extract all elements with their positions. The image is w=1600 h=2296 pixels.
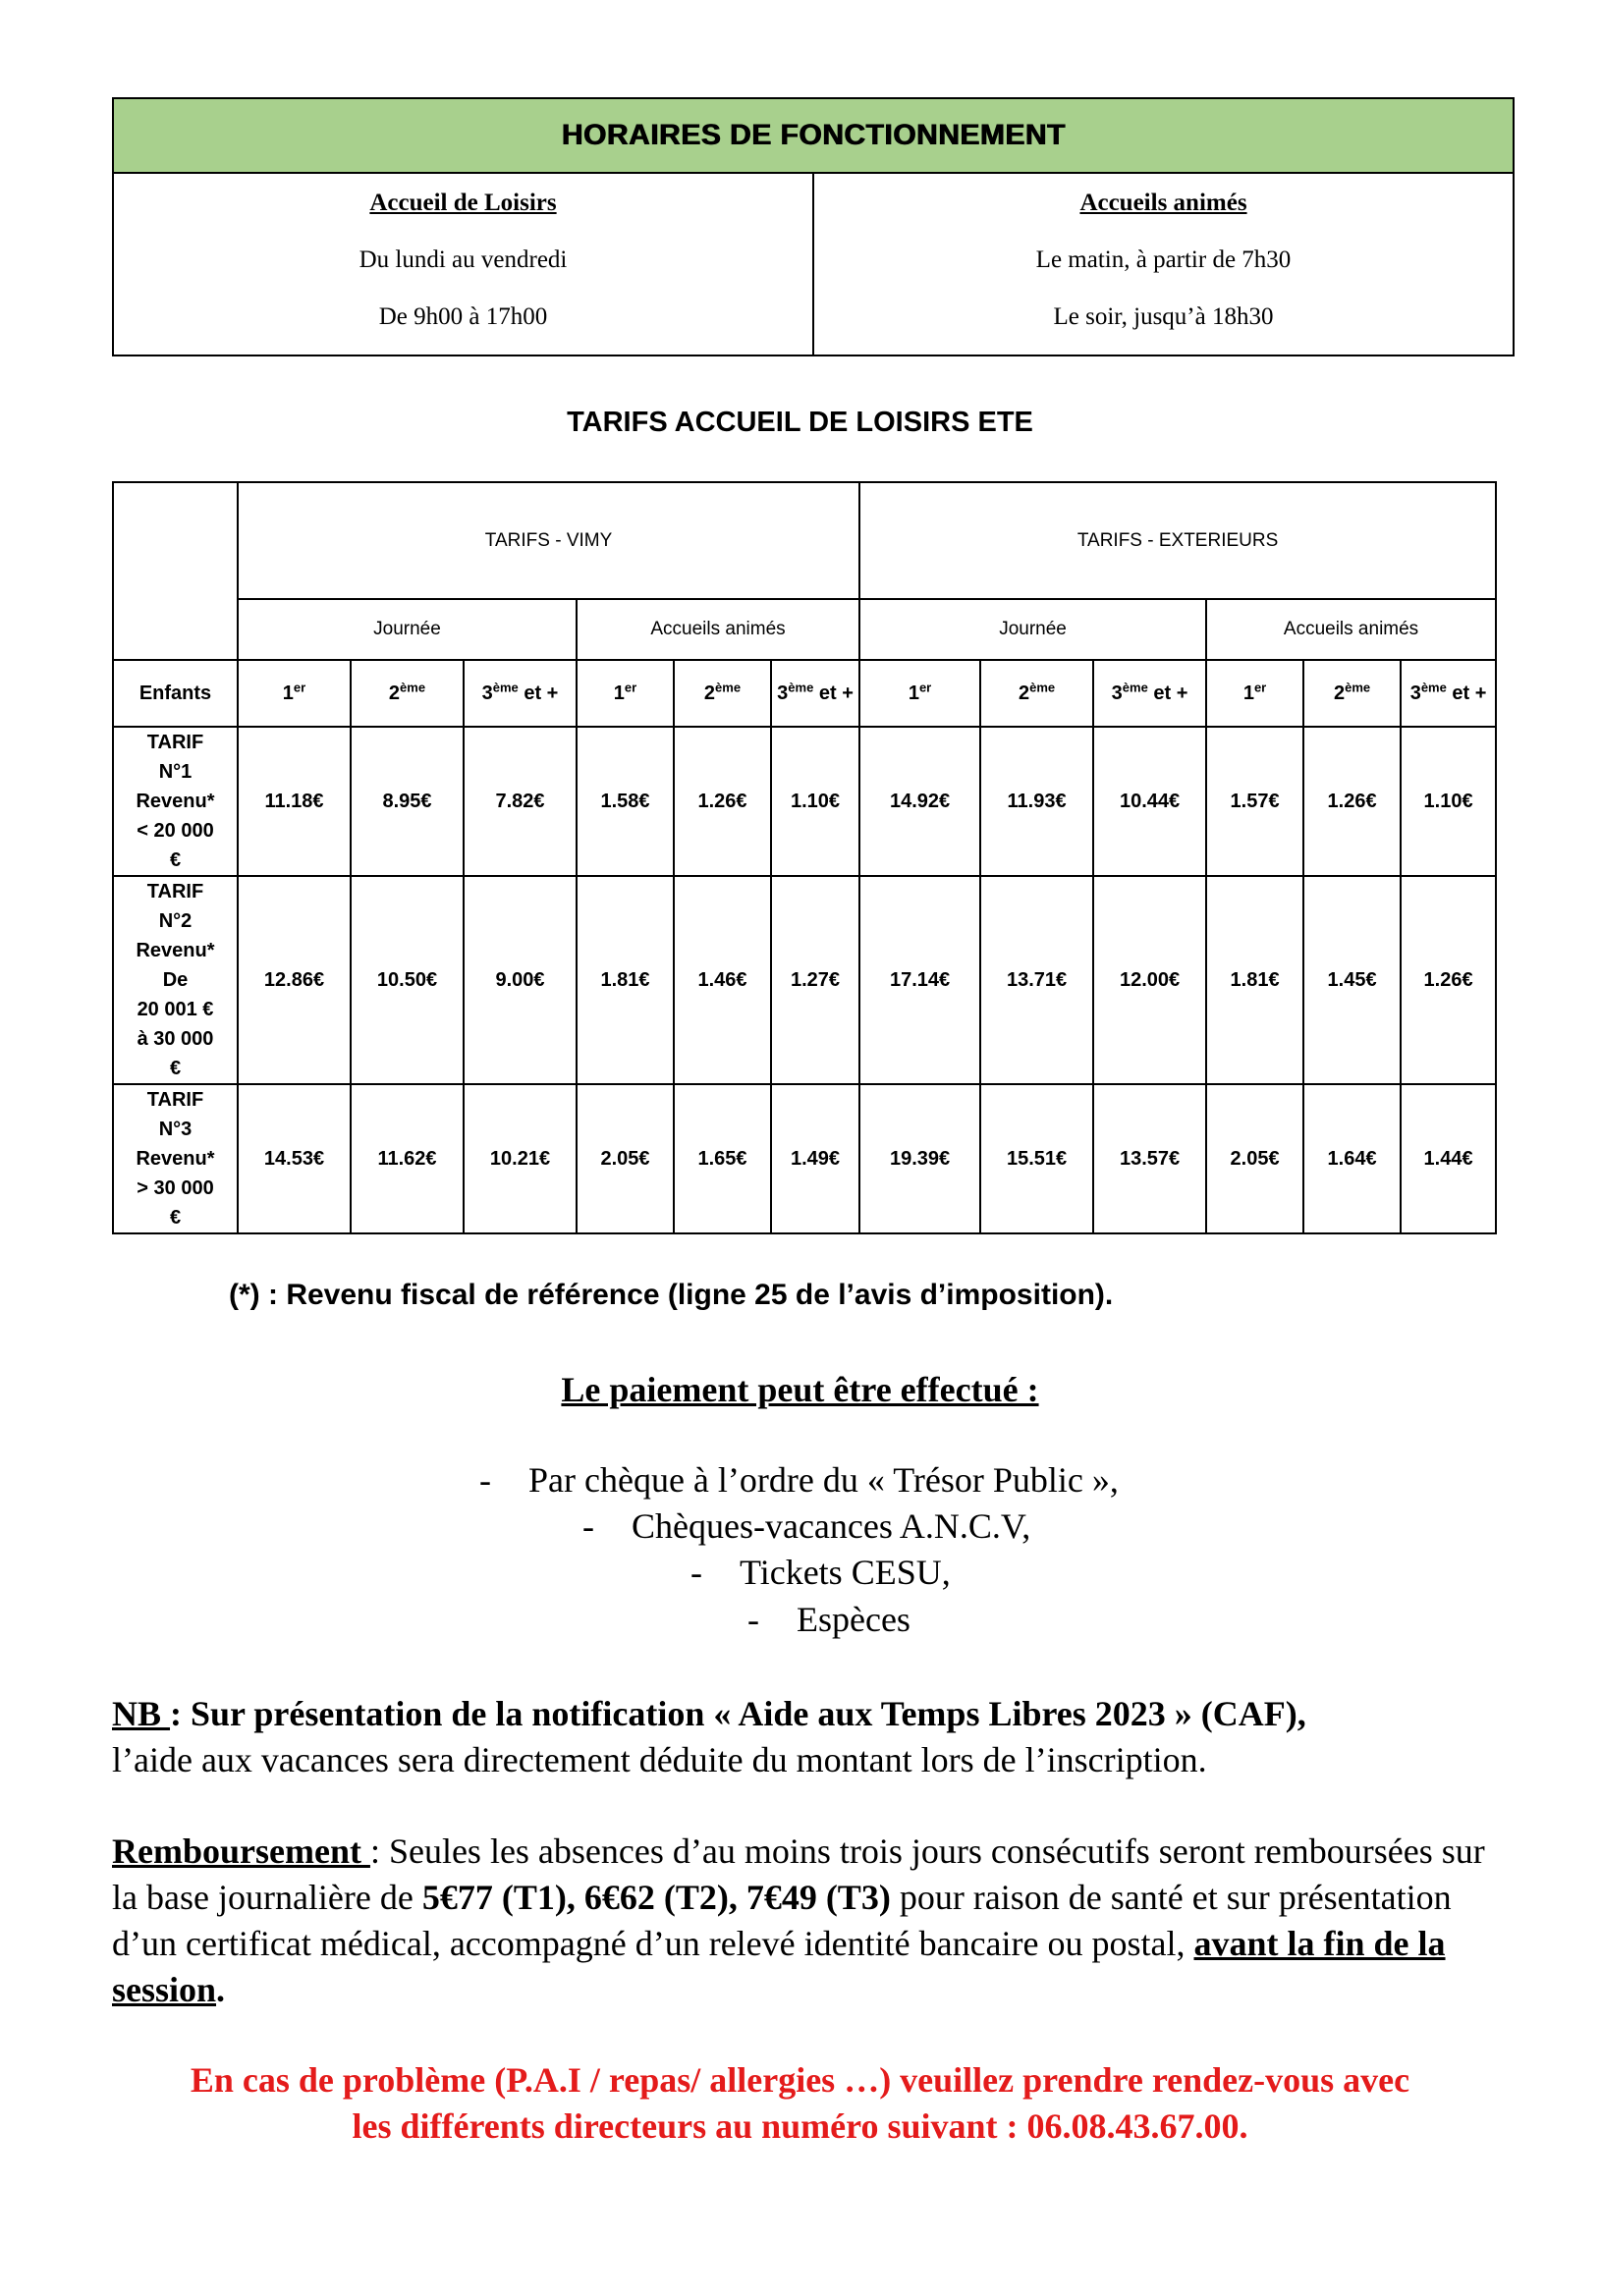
table-group-row — [113, 482, 1496, 599]
hours-line: Le matin, à partir de 7h30 — [1035, 246, 1292, 273]
alert-line: les différents directeurs au numéro suivant : 06.08.43.67.00. — [352, 2106, 1248, 2146]
remboursement-end: . — [216, 1970, 226, 2009]
column-header: 1er — [1206, 660, 1303, 727]
alert-line: En cas de problème (P.A.I / repas/ allergies …) veuillez prendre rendez-vous avec — [190, 2060, 1410, 2100]
subgroup-accueils: Accueils animés — [1206, 599, 1496, 660]
price-cell: 13.57€ — [1093, 1084, 1206, 1233]
remboursement-deadline: avant la fin de la session — [112, 1924, 1446, 2009]
price-cell: 1.26€ — [1303, 727, 1401, 876]
price-cell: 1.81€ — [577, 876, 674, 1084]
price-cell: 1.44€ — [1401, 1084, 1496, 1233]
price-cell: 13.71€ — [980, 876, 1093, 1084]
subgroup-journee: Journée — [238, 599, 577, 660]
price-cell: 1.81€ — [1206, 876, 1303, 1084]
price-cell: 2.05€ — [1206, 1084, 1303, 1233]
hours-heading: Accueils animés — [1079, 190, 1247, 216]
price-cell: 1.10€ — [771, 727, 859, 876]
price-cell: 10.44€ — [1093, 727, 1206, 876]
price-cell: 19.39€ — [859, 1084, 980, 1233]
group-header-exterieurs: TARIFS - EXTERIEURS — [859, 482, 1496, 599]
nb-text: l’aide aux vacances sera directement déduite du montant lors de l’inscription. — [112, 1740, 1207, 1779]
price-cell: 11.62€ — [351, 1084, 464, 1233]
price-cell: 14.92€ — [859, 727, 980, 876]
hours-box — [112, 97, 1515, 356]
payment-item: - Espèces — [747, 1600, 910, 1639]
remboursement-text: pour raison de santé et sur présentation d’un certificat médical, accompagné d’un relevé identité bancaire ou postal, — [112, 1878, 1452, 1963]
price-cell: 1.26€ — [1401, 876, 1496, 1084]
price-cell: 7.82€ — [464, 727, 577, 876]
column-header: 2ème — [674, 660, 771, 727]
table-column-header-row — [113, 660, 1496, 727]
tarifs-table — [112, 481, 1497, 1234]
tarif-label-cell: TARIF N°3 Revenu* > 30 000 € — [113, 1084, 238, 1233]
price-cell: 8.95€ — [351, 727, 464, 876]
column-header: 3ème et + — [464, 660, 577, 727]
hours-line: Le soir, jusqu’à 18h30 — [1053, 303, 1274, 330]
column-header: 1er — [859, 660, 980, 727]
price-cell: 10.21€ — [464, 1084, 577, 1233]
price-cell: 1.49€ — [771, 1084, 859, 1233]
hours-col-accueil-loisirs — [114, 174, 812, 355]
price-cell: 17.14€ — [859, 876, 980, 1084]
nb-bold-text: : Sur présentation de la notification « Aide aux Temps Libres 2023 » (CAF), — [170, 1694, 1306, 1733]
price-cell: 1.65€ — [674, 1084, 771, 1233]
subgroup-accueils: Accueils animés — [577, 599, 859, 660]
hours-line: De 9h00 à 17h00 — [378, 303, 548, 330]
payment-item: - Tickets CESU, — [690, 1553, 951, 1592]
subgroup-journee: Journée — [859, 599, 1206, 660]
price-cell: 1.27€ — [771, 876, 859, 1084]
hours-heading: Accueil de Loisirs — [369, 190, 557, 216]
remboursement-label: Remboursement — [112, 1831, 370, 1871]
footnote: (*) : Revenu fiscal de référence (ligne 25 de l’avis d’imposition). — [229, 1279, 1114, 1311]
price-cell: 14.53€ — [238, 1084, 351, 1233]
price-cell: 11.18€ — [238, 727, 351, 876]
price-cell: 15.51€ — [980, 1084, 1093, 1233]
payment-title: Le paiement peut être effectué : — [561, 1370, 1039, 1409]
price-cell: 1.57€ — [1206, 727, 1303, 876]
price-cell: 11.93€ — [980, 727, 1093, 876]
corner-cell — [113, 482, 238, 660]
table-subgroup-row — [113, 599, 1496, 660]
price-cell: 12.00€ — [1093, 876, 1206, 1084]
table-row — [113, 1084, 1496, 1233]
table-row — [113, 727, 1496, 876]
column-header: 3ème et + — [771, 660, 859, 727]
nb-label: NB — [112, 1694, 171, 1733]
payment-item: - Par chèque à l’ordre du « Trésor Public », — [479, 1460, 1119, 1500]
hours-line: Du lundi au vendredi — [359, 246, 568, 273]
hours-col-accueils-animes — [812, 174, 1513, 355]
nb-paragraph — [112, 1691, 1517, 1783]
tarif-label-cell: TARIF N°1 Revenu* < 20 000 € — [113, 727, 238, 876]
price-cell: 2.05€ — [577, 1084, 674, 1233]
table-row — [113, 876, 1496, 1084]
price-cell: 1.26€ — [674, 727, 771, 876]
column-header: 3ème et + — [1401, 660, 1496, 727]
price-cell: 1.64€ — [1303, 1084, 1401, 1233]
group-header-vimy: TARIFS - VIMY — [238, 482, 859, 599]
column-header: 2ème — [1303, 660, 1401, 727]
price-cell: 1.10€ — [1401, 727, 1496, 876]
hours-body — [114, 174, 1513, 355]
tarif-label-cell: TARIF N°2 Revenu* De 20 001 € à 30 000 € — [113, 876, 238, 1084]
remboursement-paragraph — [112, 1829, 1517, 2013]
remboursement-text: : Seules les absences d’au moins trois jours consécutifs seront remboursées sur la base journalière de — [112, 1831, 1485, 1917]
remboursement-rates: 5€77 (T1), 6€62 (T2), 7€49 (T3) — [421, 1878, 891, 1917]
price-cell: 1.45€ — [1303, 876, 1401, 1084]
enfants-header: Enfants — [113, 660, 238, 727]
hours-title: HORAIRES DE FONCTIONNEMENT — [114, 99, 1513, 174]
alert-message — [0, 2057, 1600, 2150]
payment-item: - Chèques-vacances A.N.C.V, — [582, 1506, 1031, 1546]
column-header: 2ème — [980, 660, 1093, 727]
column-header: 1er — [238, 660, 351, 727]
price-cell: 1.58€ — [577, 727, 674, 876]
column-header: 1er — [577, 660, 674, 727]
price-cell: 1.46€ — [674, 876, 771, 1084]
price-cell: 10.50€ — [351, 876, 464, 1084]
price-cell: 9.00€ — [464, 876, 577, 1084]
tarifs-title: TARIFS ACCUEIL DE LOISIRS ETE — [567, 407, 1033, 438]
column-header: 2ème — [351, 660, 464, 727]
price-cell: 12.86€ — [238, 876, 351, 1084]
column-header: 3ème et + — [1093, 660, 1206, 727]
